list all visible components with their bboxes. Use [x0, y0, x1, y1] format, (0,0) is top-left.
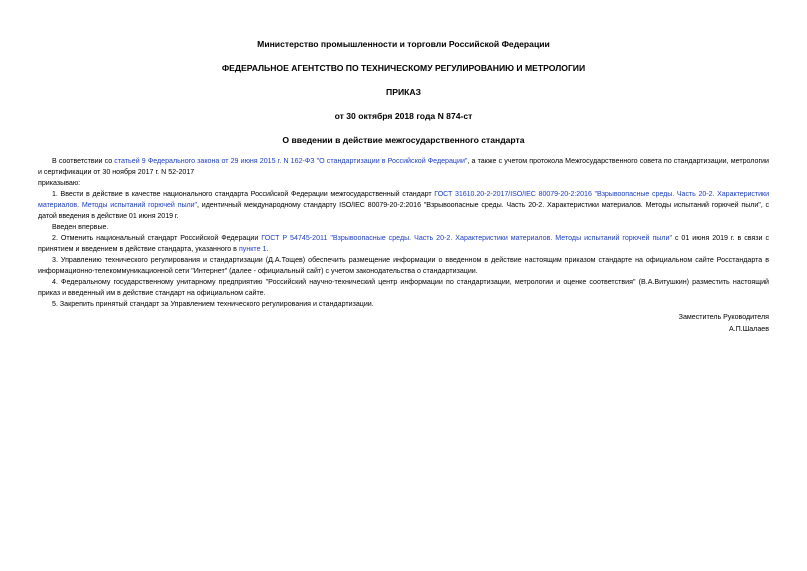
p2-text-b: с 01 июня 2019 г. в связи с принятием и введением в действие стандарта, указанного в	[38, 234, 770, 253]
date-number: от 30 октября 2018 года N 874-ст	[334, 111, 473, 121]
p1-text-b: , идентичный международному стандарту ISO/IEC 80079-20-2:2016 "Взрывоопасные среды. Часть 20-2. Характеристики материалов. Методы испытаний горючей пыли", с датой введения в действие 01 июня 2019 г.	[38, 201, 770, 220]
p2-text-c: .	[266, 245, 269, 253]
signatory-position: Заместитель Руководителя	[678, 313, 769, 321]
doc-type-title: ПРИКАЗ	[386, 87, 421, 97]
order-subject: О введении в действие межгосударственного стандарта	[282, 135, 525, 145]
intro-text-a: В соответствии со	[52, 157, 115, 165]
paragraph-1-note: Введен впервые.	[52, 223, 109, 231]
p1-text-a: 1. Ввести в действие в качестве национального стандарта Российской Федерации межгосударственный стандарт	[52, 190, 435, 198]
intro-text-b: , а также с учетом протокола Межгосударственного совета по стандартизации, метрологии и сертификации от 30 ноября 2017 г. N 52-2017	[38, 157, 769, 176]
paragraph-2	[38, 233, 769, 255]
signature-block	[38, 311, 769, 335]
paragraph-5: 5. Закрепить принятый стандарт за Управлением технического регулирования и стандартизации.	[52, 300, 374, 308]
order-word: приказываю:	[38, 179, 81, 187]
order-body	[38, 156, 769, 310]
intro-paragraph	[38, 156, 769, 178]
agency-title: ФЕДЕРАЛЬНОЕ АГЕНТСТВО ПО ТЕХНИЧЕСКОМУ РЕГУЛИРОВАНИЮ И МЕТРОЛОГИИ	[221, 63, 586, 73]
gost-r-54745-link[interactable]: ГОСТ Р 54745-2011 "Взрывоопасные среды. Часть 20-2. Характеристики материалов. Методы испытаний горючей пыли"	[261, 234, 673, 242]
document-page	[38, 30, 769, 335]
ministry-title: Министерство промышленности и торговли Российской Федерации	[257, 39, 550, 49]
item-1-link[interactable]: пункте 1	[238, 245, 267, 253]
signatory-name: А.П.Шалаев	[728, 325, 769, 333]
gost-31610-link[interactable]: ГОСТ 31610.20-2-2017/ISO/IEC 80079-20-2:2016 "Взрывоопасные среды. Часть 20-2. Характеристики материалов. Методы испытаний горючей пыли"	[38, 190, 770, 209]
paragraph-3: 3. Управлению технического регулирования и стандартизации (Д.А.Тощев) обеспечить размещение информации о введенном в действие настоящим приказом стандарте на официальном сайте Росстандарта в информационно-телекоммуникационной сети "Интернет" (далее - официальный сайт) с учетом законодательства о стандартизации.	[38, 256, 769, 275]
federal-law-link[interactable]: статьей 9 Федерального закона от 29 июня 2015 г. N 162-ФЗ "О стандартизации в Российской Федерации"	[114, 157, 468, 165]
paragraph-4: 4. Федеральному государственному унитарному предприятию "Российский научно-технический центр информации по стандартизации, метрологии и оценке соответствия" (В.А.Витушкин) разместить настоящий приказ и введенный им в действие стандарт на официальном сайте.	[38, 278, 769, 297]
p2-text-a: 2. Отменить национальный стандарт Российской Федерации	[52, 234, 262, 242]
paragraph-1	[38, 189, 769, 222]
